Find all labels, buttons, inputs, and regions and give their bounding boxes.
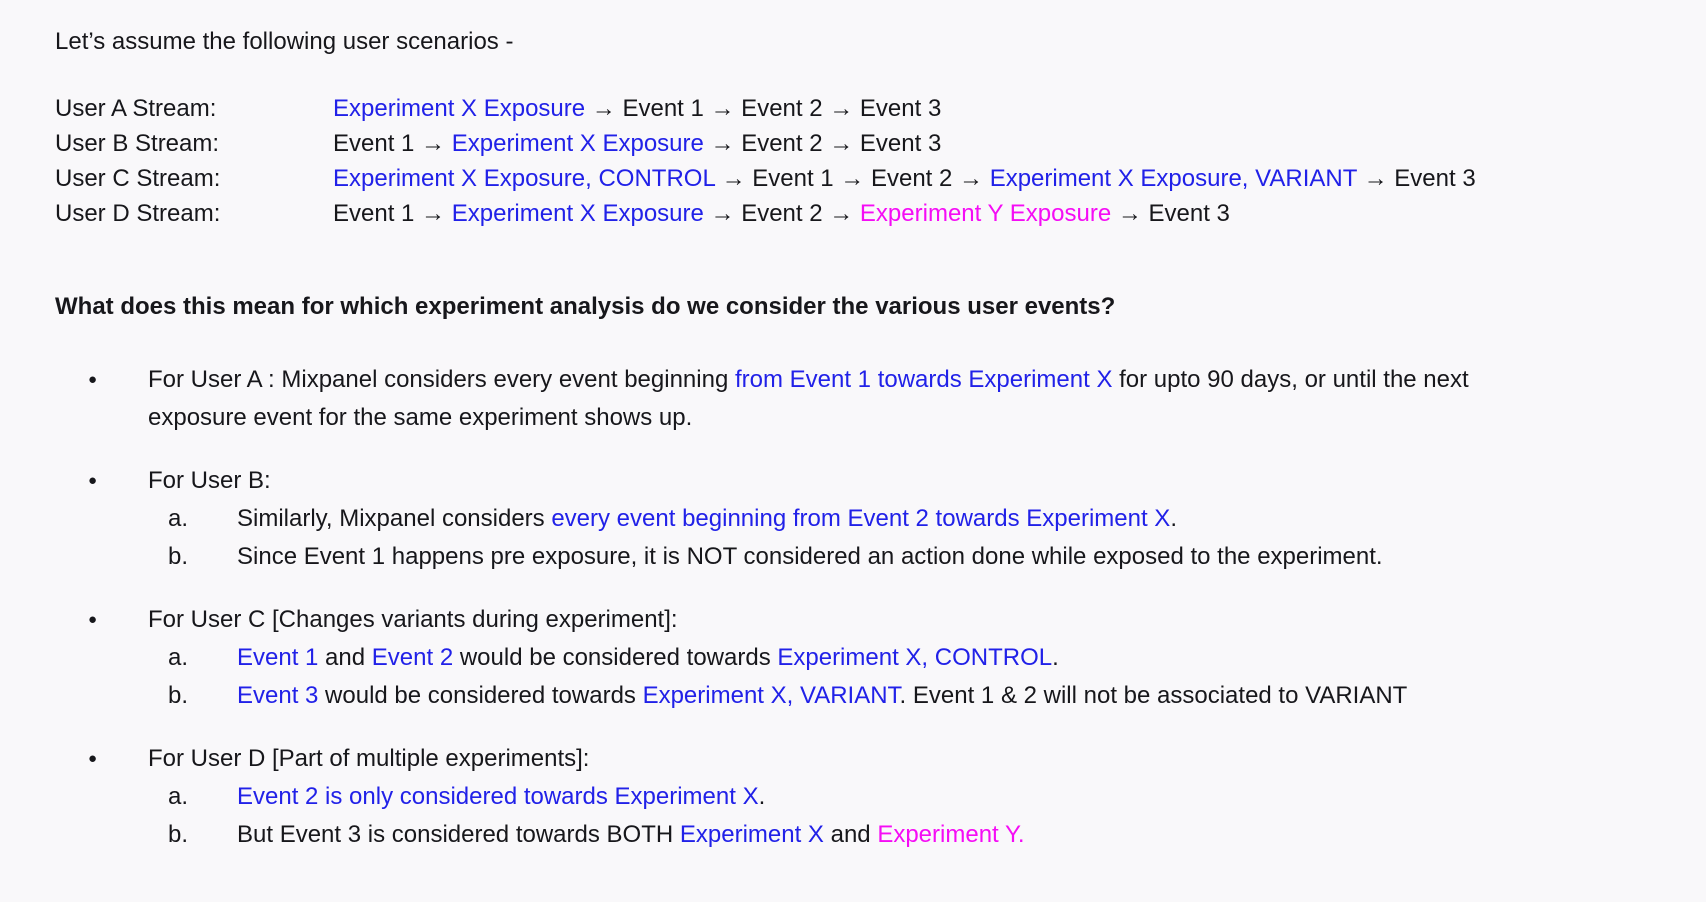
bullet-item: [55, 462, 1666, 500]
text-segment: for upto 90 days, or until the next exposure event for the same experiment shows up.: [148, 366, 1469, 431]
document-page: [0, 24, 1706, 854]
sub-item-text: [237, 816, 1025, 854]
text-segment: would be considered towards: [453, 644, 778, 671]
text-segment: → Event 1 → Event 2 →: [714, 165, 990, 192]
text-segment: Event 3: [237, 682, 319, 709]
text-segment: every event beginning from Event 2 towards Experiment X: [551, 505, 1171, 532]
bullet-list: [55, 361, 1666, 854]
text-segment: For User C [Changes variants during experiment]:: [148, 606, 678, 633]
stream-content: [333, 126, 941, 161]
bullet-group: [55, 740, 1666, 854]
sub-item-label: b.: [168, 821, 189, 848]
text-segment: For User B:: [148, 467, 271, 494]
bullet-item: [55, 361, 1666, 437]
stream-content: [333, 161, 1476, 196]
sub-item: [55, 500, 1666, 538]
question-heading: What does this mean for which experiment analysis do we consider the various user events?: [55, 293, 1116, 320]
text-segment: Since Event 1 happens pre exposure, it is NOT considered an action done while exposed to the experiment.: [237, 543, 1383, 570]
text-segment: Event 2: [371, 644, 454, 671]
text-segment: and: [823, 821, 878, 848]
text-segment: and: [318, 644, 372, 671]
text-segment: Event 2 is only considered towards Experiment X: [237, 783, 759, 810]
stream-row: [55, 126, 1666, 161]
text-segment: Experiment X Exposure, VARIANT: [989, 165, 1357, 192]
text-segment: .: [1052, 644, 1059, 671]
text-segment: Event 1 →: [333, 200, 452, 227]
bullet-group: [55, 601, 1666, 715]
stream-label: User C Stream:: [55, 165, 221, 192]
sub-item: [55, 538, 1666, 576]
text-segment: . Event 1 & 2 will not be associated to VARIANT: [899, 682, 1408, 709]
bullet-group: [55, 462, 1666, 576]
sub-item-label: b.: [168, 682, 189, 709]
bullet-text: [148, 462, 271, 500]
text-segment: Experiment X, VARIANT: [642, 682, 900, 709]
sub-item-text: [237, 500, 1177, 538]
sub-item-text: [237, 639, 1059, 677]
text-segment: For User A : Mixpanel considers every event beginning: [148, 366, 735, 393]
bullet-text: [148, 740, 589, 778]
text-segment: → Event 1 → Event 2 → Event 3: [585, 95, 942, 122]
text-segment: Experiment X: [679, 821, 824, 848]
bullet-item: [55, 601, 1666, 639]
text-segment: Event 1 →: [333, 130, 452, 157]
stream-row: [55, 161, 1666, 196]
text-segment: Experiment X Exposure: [451, 200, 704, 227]
text-segment: Experiment Y.: [877, 821, 1025, 848]
bullet-text: [148, 361, 1493, 437]
stream-row: [55, 196, 1666, 231]
bullet-item: [55, 740, 1666, 778]
bullet-icon: ●: [88, 750, 98, 767]
sub-item: [55, 677, 1666, 715]
text-segment: → Event 2 → Event 3: [703, 130, 942, 157]
text-segment: .: [1170, 505, 1177, 532]
text-segment: would be considered towards: [318, 682, 643, 709]
text-segment: Experiment X Exposure: [333, 95, 586, 122]
text-segment: But Event 3 is considered towards BOTH: [237, 821, 680, 848]
text-segment: → Event 2 →: [703, 200, 860, 227]
text-segment: Similarly, Mixpanel considers: [237, 505, 552, 532]
sub-item-text: [237, 778, 765, 816]
sub-item: [55, 778, 1666, 816]
text-segment: .: [758, 783, 766, 810]
bullet-group: [55, 361, 1666, 437]
text-segment: Experiment Y Exposure: [859, 200, 1112, 227]
sub-item-label: a.: [168, 783, 189, 810]
text-segment: Event 1: [237, 644, 319, 671]
sub-item-text: [237, 677, 1407, 715]
sub-item: [55, 639, 1666, 677]
intro-line: Let’s assume the following user scenarios -: [55, 28, 514, 55]
text-segment: Experiment X Exposure: [451, 130, 704, 157]
stream-list: [55, 91, 1666, 231]
text-segment: → Event 3: [1356, 165, 1476, 192]
stream-label: User A Stream:: [55, 95, 217, 122]
text-segment: Experiment X Exposure, CONTROL: [333, 165, 715, 192]
bullet-icon: ●: [88, 472, 98, 489]
stream-content: [333, 91, 941, 126]
bullet-icon: ●: [88, 371, 98, 388]
stream-label: User D Stream:: [55, 200, 221, 227]
bullet-icon: ●: [88, 611, 98, 628]
bullet-text: [148, 601, 678, 639]
stream-label: User B Stream:: [55, 130, 220, 157]
sub-item: [55, 816, 1666, 854]
sub-item-label: a.: [168, 505, 189, 532]
stream-content: [333, 196, 1230, 231]
text-segment: Experiment X, CONTROL: [777, 644, 1053, 671]
text-segment: → Event 3: [1111, 200, 1230, 227]
sub-item-text: [237, 538, 1383, 576]
text-segment: from Event 1 towards Experiment X: [734, 366, 1113, 393]
sub-item-label: b.: [168, 543, 189, 570]
stream-row: [55, 91, 1666, 126]
text-segment: For User D [Part of multiple experiments]:: [148, 745, 590, 772]
sub-item-label: a.: [168, 644, 189, 671]
